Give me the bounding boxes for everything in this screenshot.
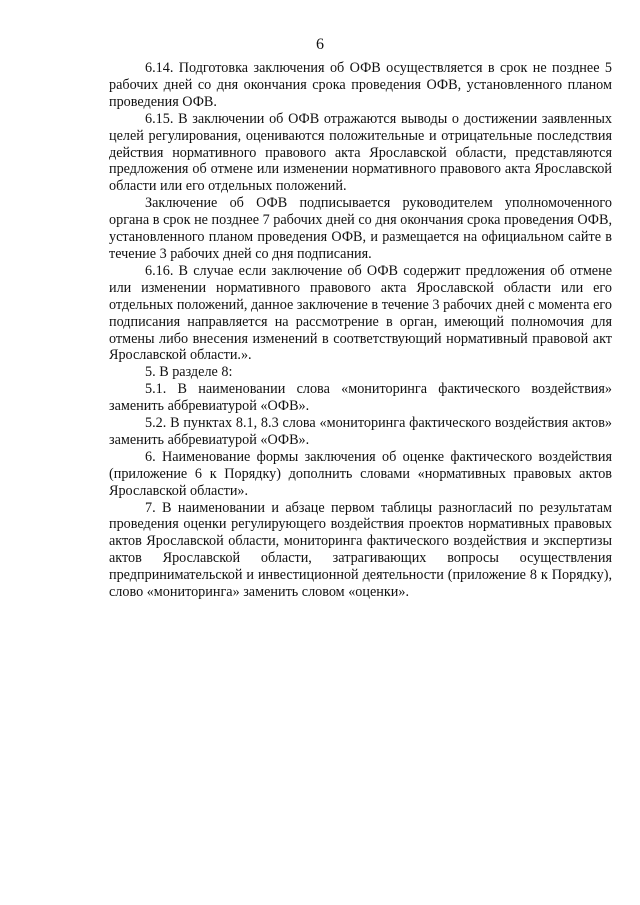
paragraph-6-15: 6.15. В заключении об ОФВ отражаются выводы о достижении заявленных целей регулирования, оцениваются положительные и отрицательные последствия действия нормативного правового акта Ярославской области, представляются предложения об отмене или изменении нормативного правового акта Ярославской области или его отдельных положений. <box>109 110 612 195</box>
paragraph-5-2: 5.2. В пунктах 8.1, 8.3 слова «мониторинга фактического воздействия актов» заменить аббревиатурой «ОФВ». <box>109 415 612 448</box>
paragraph-7: 7. В наименовании и абзаце первом таблицы разногласий по результатам проведения оценки регулирующего воздействия проектов нормативных правовых актов Ярославской области, мониторинга фактического воздействия и экспертизы актов Ярославской области, затрагивающих вопросы осуществления предпринимательской и инвестиционной деятельности (приложение 8 к Порядку), слово «мониторинга» заменить словом «оценки». <box>109 499 612 601</box>
paragraph-6: 6. Наименование формы заключения об оценке фактического воздействия (приложение 6 к Порядку) дополнить словами «нормативных правовых актов Ярославской области». <box>109 448 612 499</box>
paragraph-conclusion-signing: Заключение об ОФВ подписывается руководителем уполномоченного органа в срок не позднее 7 рабочих дней со дня окончания срока проведения ОФВ, установленного планом проведения ОФВ, и размещается на официальном сайте в течение 3 рабочих дней со дня подписания. <box>109 195 612 262</box>
document-body <box>109 60 612 601</box>
paragraph-5-section-8: 5. В разделе 8: <box>145 364 233 381</box>
page-number: 6 <box>316 36 324 53</box>
paragraph-6-14: 6.14. Подготовка заключения об ОФВ осуществляется в срок не позднее 5 рабочих дней со дня окончания срока проведения ОФВ, установленного планом проведения ОФВ. <box>109 60 612 110</box>
paragraph-5-1: 5.1. В наименовании слова «мониторинга фактического воздействия» заменить аббревиатурой «ОФВ». <box>109 381 612 415</box>
paragraph-6-16: 6.16. В случае если заключение об ОФВ содержит предложения об отмене или изменении нормативного правового акта Ярославской области или его отдельных положений, данное заключение в течение 3 рабочих дней с момента его подписания направляется на рассмотрение в орган, имеющий полномочия для отмены либо внесения изменений в соответствующий нормативный правовой акт Ярославской области.». <box>109 262 612 364</box>
